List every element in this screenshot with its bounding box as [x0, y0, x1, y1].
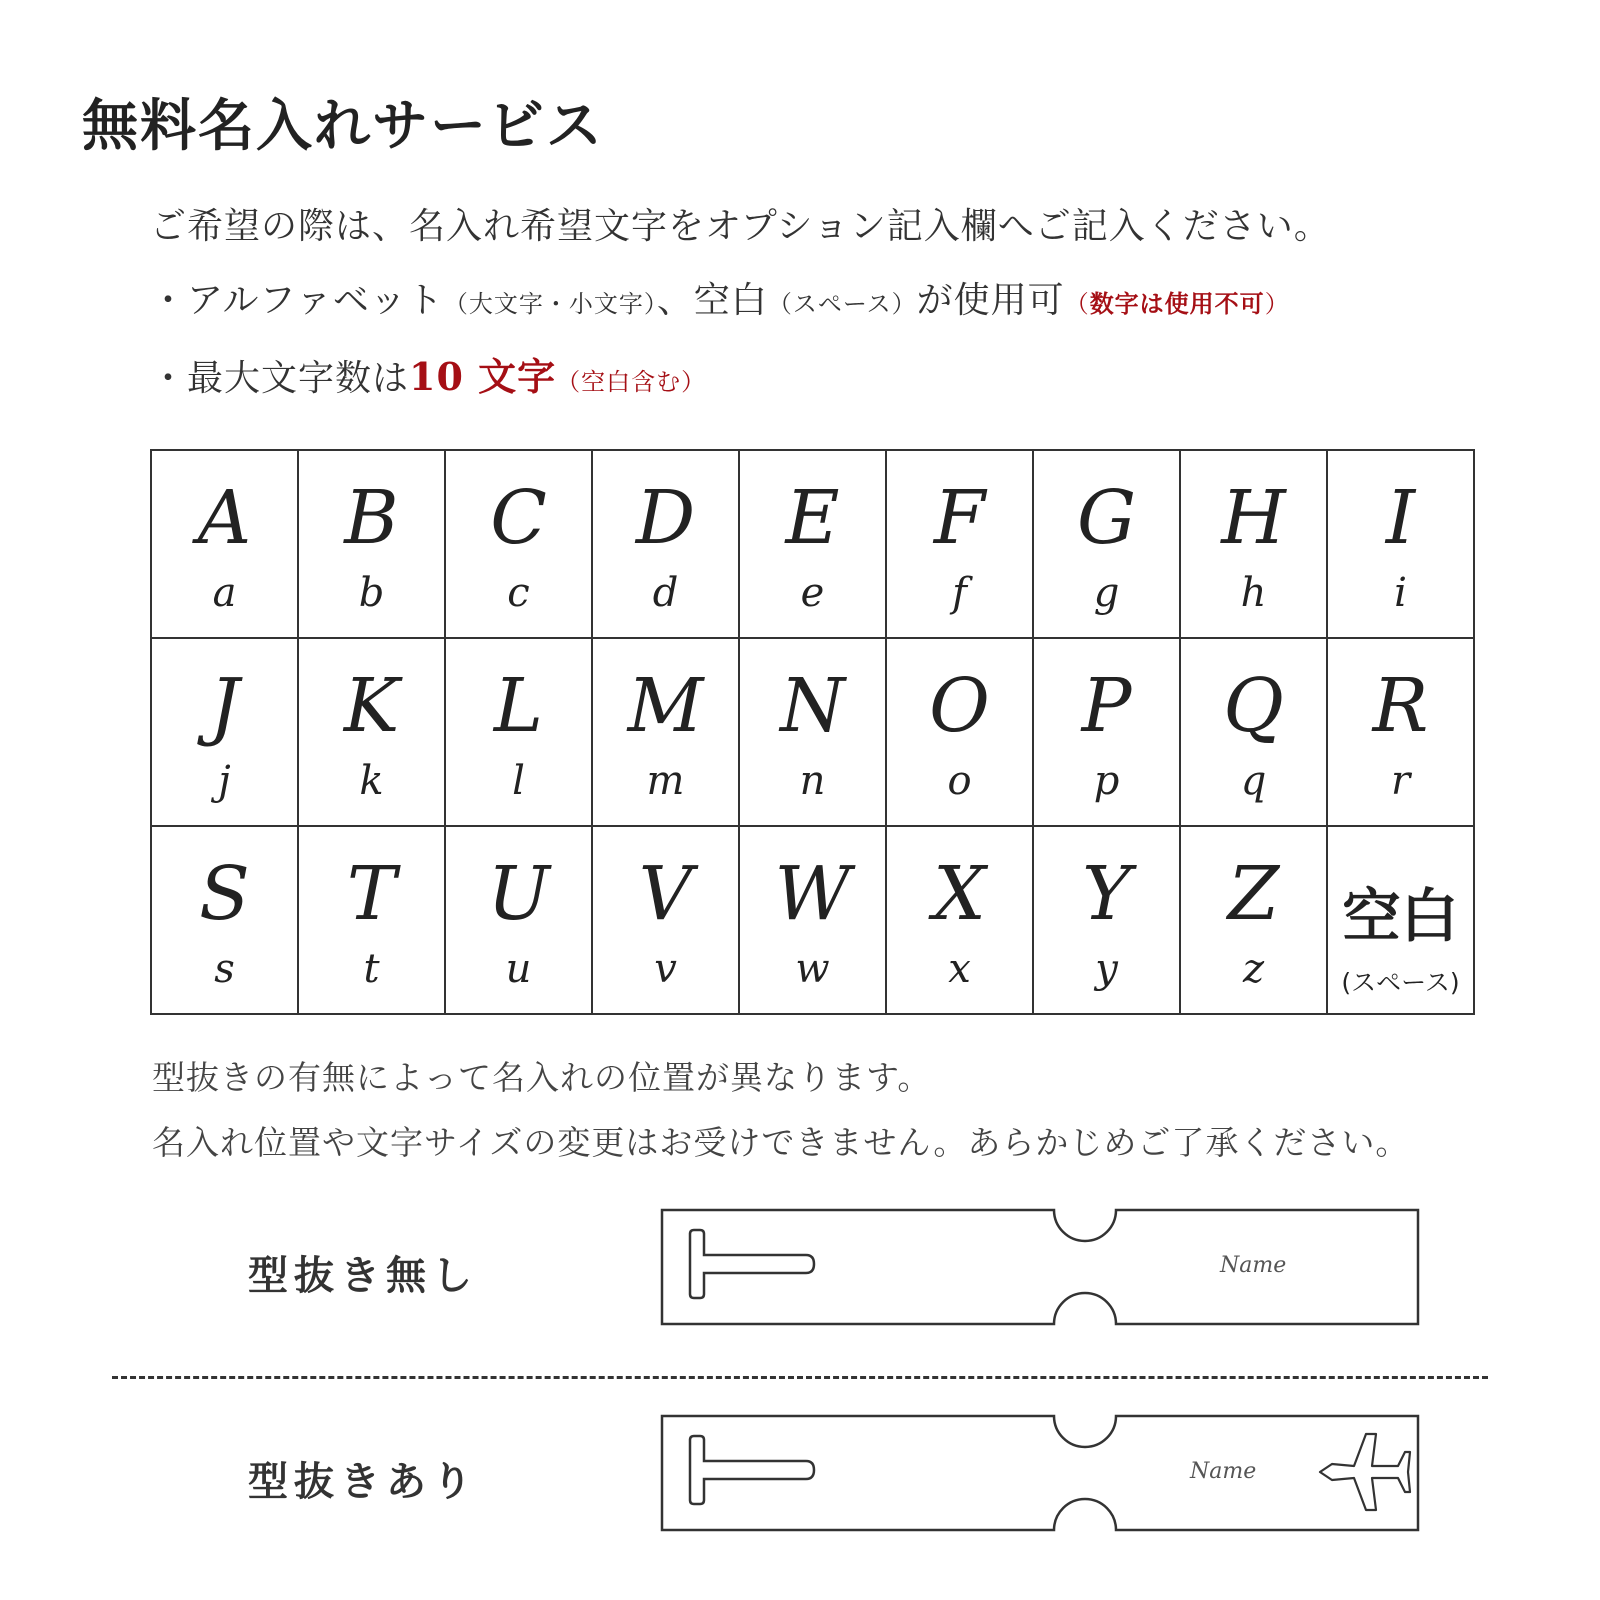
- uppercase-letter: N: [780, 663, 845, 749]
- max-chars-text: ・最大文字数は: [150, 358, 410, 399]
- lowercase-letter: y: [1095, 946, 1118, 992]
- lowercase-letter: m: [646, 758, 685, 804]
- uppercase-letter: R: [1372, 663, 1429, 749]
- lowercase-letter: g: [1093, 570, 1120, 616]
- letter-cell: [592, 638, 739, 826]
- space-sublabel: (スペース): [1341, 968, 1460, 997]
- tag-diagram-without-cutout: [660, 1208, 1420, 1326]
- lowercase-letter: j: [218, 758, 231, 804]
- uppercase-letter: L: [493, 663, 544, 749]
- uppercase-letter: W: [774, 851, 851, 937]
- lowercase-letter: h: [1240, 570, 1267, 616]
- lowercase-letter: d: [652, 570, 679, 616]
- max-chars-value: 10 文字: [409, 354, 557, 399]
- name-placeholder: Name: [1190, 1459, 1257, 1484]
- lowercase-letter: f: [952, 570, 967, 616]
- letter-cell: [739, 638, 886, 826]
- name-placeholder: Name: [1220, 1253, 1287, 1278]
- letter-cell: [151, 450, 298, 638]
- uppercase-letter: D: [635, 475, 696, 561]
- lowercase-letter: u: [505, 946, 532, 992]
- label-without-cutout: 型抜き無し: [248, 1252, 478, 1299]
- table-row: [151, 450, 1474, 638]
- intro-line-1: ご希望の際は、名入れ希望文字をオプション記入欄へご記入ください。: [150, 206, 1331, 247]
- space-label: 空白: [1342, 882, 1459, 950]
- uppercase-letter: S: [199, 851, 250, 937]
- lowercase-letter: k: [359, 758, 384, 804]
- no-digits-note: 数字は使用不可: [1089, 289, 1265, 318]
- letter-cell: [1033, 826, 1180, 1014]
- letter-cell: [1327, 638, 1474, 826]
- uppercase-letter: I: [1385, 475, 1416, 561]
- usable-text: が使用可: [916, 280, 1065, 321]
- lowercase-letter: i: [1394, 570, 1407, 616]
- lowercase-letter: l: [512, 758, 525, 804]
- space-note: （スペース）: [767, 290, 917, 318]
- letter-cell: [1033, 450, 1180, 638]
- table-row: [151, 826, 1474, 1014]
- uppercase-letter: C: [490, 475, 547, 561]
- lowercase-letter: p: [1093, 758, 1120, 804]
- uppercase-letter: Q: [1223, 663, 1284, 749]
- note-line-2: 名入れ位置や文字サイズの変更はお受けできません。あらかじめご了承ください。: [152, 1123, 1410, 1162]
- uppercase-letter: E: [785, 475, 840, 561]
- lowercase-letter: t: [363, 946, 380, 992]
- letter-cell: [739, 826, 886, 1014]
- lowercase-letter: n: [799, 758, 826, 804]
- page-title: 無料名入れサービス: [82, 93, 604, 159]
- letter-cell: [886, 638, 1033, 826]
- label-with-cutout: 型抜きあり: [248, 1458, 478, 1505]
- uppercase-letter: U: [487, 851, 550, 937]
- alphabet-text: ・アルファベット: [150, 280, 444, 321]
- lowercase-letter: b: [358, 570, 385, 616]
- lowercase-letter: s: [214, 946, 235, 992]
- lowercase-letter: q: [1240, 758, 1267, 804]
- letter-cell: [592, 450, 739, 638]
- lowercase-letter: r: [1390, 758, 1411, 804]
- lowercase-letter: w: [795, 946, 830, 992]
- uppercase-letter: T: [346, 851, 397, 937]
- letter-cell: [886, 450, 1033, 638]
- letter-cell: [1033, 638, 1180, 826]
- letter-cell: [445, 638, 592, 826]
- letter-cell: [445, 450, 592, 638]
- letter-cell: [151, 826, 298, 1014]
- uppercase-letter: K: [343, 663, 400, 749]
- alphabet-table: [150, 449, 1475, 1015]
- table-row: [151, 638, 1474, 826]
- letter-cell: [1180, 826, 1327, 1014]
- letter-cell: [445, 826, 592, 1014]
- paren-close: ）: [1264, 290, 1290, 318]
- uppercase-letter: G: [1076, 475, 1137, 561]
- tag-outline: [662, 1416, 1418, 1530]
- uppercase-letter: P: [1081, 663, 1132, 749]
- letter-cell: [298, 638, 445, 826]
- letter-cell: [298, 826, 445, 1014]
- lowercase-letter: x: [948, 946, 971, 992]
- uppercase-letter: A: [197, 475, 252, 561]
- uppercase-letter: Z: [1227, 851, 1280, 937]
- intro-line-3: [150, 346, 706, 401]
- letter-cell: [592, 826, 739, 1014]
- letter-cell: [886, 826, 1033, 1014]
- uppercase-letter: F: [933, 475, 986, 561]
- lowercase-letter: v: [654, 946, 677, 992]
- letter-cell: [1180, 638, 1327, 826]
- uppercase-letter: B: [344, 475, 399, 561]
- uppercase-letter: Y: [1082, 851, 1131, 937]
- note-line-1: 型抜きの有無によって名入れの位置が異なります。: [152, 1058, 932, 1097]
- uppercase-letter: J: [209, 663, 240, 749]
- lowercase-letter: a: [212, 570, 237, 616]
- uppercase-letter: M: [627, 663, 704, 749]
- tag-outline: [662, 1210, 1418, 1324]
- lowercase-letter: e: [800, 570, 825, 616]
- section-divider: [112, 1376, 1488, 1379]
- case-note: （大文字・小文字）: [443, 290, 657, 318]
- paren-open: （: [1064, 290, 1090, 318]
- uppercase-letter: H: [1221, 475, 1286, 561]
- tag-diagram-with-cutout: [660, 1414, 1420, 1532]
- uppercase-letter: X: [933, 851, 986, 937]
- letter-cell: [151, 638, 298, 826]
- lowercase-letter: o: [947, 758, 972, 804]
- letter-cell: [1327, 450, 1474, 638]
- uppercase-letter: V: [638, 851, 693, 937]
- intro-line-2: [150, 272, 1290, 323]
- letter-cell: [739, 450, 886, 638]
- space-text: 、空白: [656, 280, 768, 321]
- space-cell: [1327, 826, 1474, 1014]
- letter-cell: [298, 450, 445, 638]
- lowercase-letter: c: [507, 570, 530, 616]
- uppercase-letter: O: [929, 663, 990, 749]
- includes-space-note: （空白含む）: [556, 368, 707, 396]
- lowercase-letter: z: [1242, 946, 1265, 992]
- letter-cell: [1180, 450, 1327, 638]
